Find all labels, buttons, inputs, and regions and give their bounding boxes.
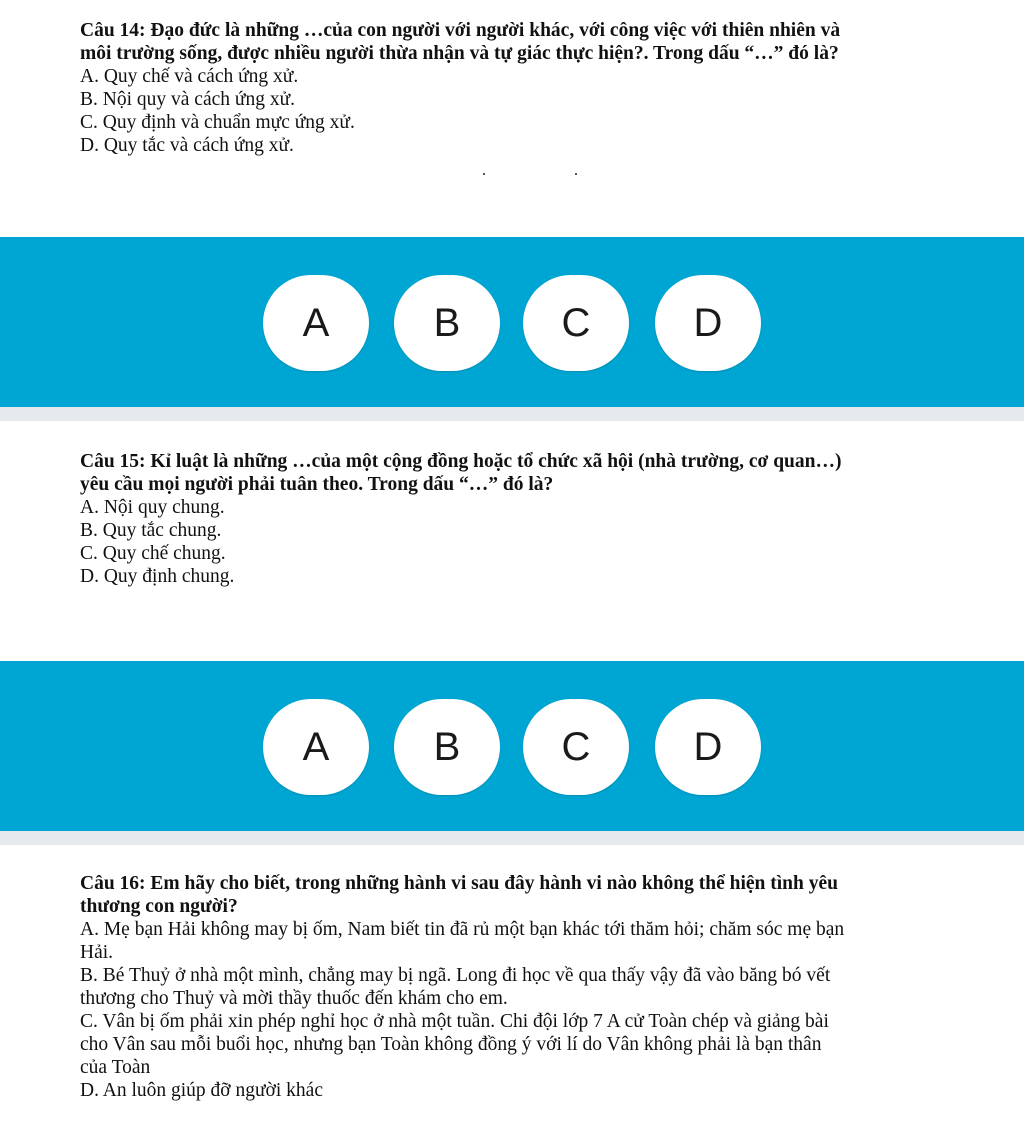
question-14 <box>80 19 1000 157</box>
band-separator <box>0 407 1024 421</box>
answer-a-button[interactable] <box>263 275 369 371</box>
question-14-option-b: B. Nội quy và cách ứng xử. <box>80 89 296 110</box>
question-14-option-d: D. Quy tắc và cách ứng xử. <box>80 135 294 156</box>
question-14-stem-line1: Câu 14: Đạo đức là những …của con người với người khác, với công việc với thiên nhiên và <box>80 20 841 41</box>
answer-band-q15 <box>0 661 1024 831</box>
answer-band-q14 <box>0 237 1024 407</box>
answer-d-button[interactable] <box>655 699 761 795</box>
question-16-option-a-line2: Hải. <box>80 942 114 963</box>
question-15-option-a: A. Nội quy chung. <box>80 497 225 518</box>
question-15-option-b: B. Quy tắc chung. <box>80 520 222 541</box>
answer-c-button[interactable] <box>523 275 629 371</box>
answer-d-label: D <box>693 301 723 345</box>
question-16-option-c-line2: cho Vân sau mỗi buổi học, nhưng bạn Toàn không đồng ý với lí do Vân không phải là bạn thân <box>80 1034 822 1055</box>
answer-a-label: A <box>302 725 330 769</box>
question-15-stem-line2: yêu cầu mọi người phải tuân theo. Trong dấu “…” đó là? <box>80 474 554 495</box>
answer-b-button[interactable] <box>394 275 500 371</box>
answer-c-button[interactable] <box>523 699 629 795</box>
answer-a-button[interactable] <box>263 699 369 795</box>
answer-d-button[interactable] <box>655 275 761 371</box>
question-16-stem-line1: Câu 16: Em hãy cho biết, trong những hành vi sau đây hành vi nào không thể hiện tình yêu <box>80 873 838 894</box>
question-14-option-c: C. Quy định và chuẩn mực ứng xử. <box>80 112 355 133</box>
answer-c-label: C <box>561 725 591 769</box>
answer-b-button[interactable] <box>394 699 500 795</box>
answer-c-label: C <box>561 301 591 345</box>
question-15-option-c: C. Quy chế chung. <box>80 543 226 564</box>
answer-b-label: B <box>433 301 461 345</box>
band-separator <box>0 831 1024 845</box>
question-15-option-d: D. Quy định chung. <box>80 566 235 587</box>
question-16-stem-line2: thương con người? <box>80 896 238 917</box>
answer-b-label: B <box>433 725 461 769</box>
question-15-stem-line1: Câu 15: Kỉ luật là những …của một cộng đồng hoặc tổ chức xã hội (nhà trường, cơ quan…) <box>80 451 842 472</box>
answer-a-label: A <box>302 301 330 345</box>
question-16-option-b-line1: B. Bé Thuỷ ở nhà một mình, chẳng may bị ngã. Long đi học về qua thấy vậy đã vào băng bó vết <box>80 965 831 986</box>
question-16-option-c-line3: của Toàn <box>80 1057 151 1078</box>
question-16-option-a-line1: A. Mẹ bạn Hải không may bị ốm, Nam biết tin đã rủ một bạn khác tới thăm hỏi; chăm sóc mẹ bạn <box>80 919 845 940</box>
question-14-option-a: A. Quy chế và cách ứng xử. <box>80 66 299 87</box>
question-16-option-c-line1: C. Vân bị ốm phải xin phép nghỉ học ở nhà một tuần. Chi đội lớp 7 A cử Toàn chép và giảng bài <box>80 1011 829 1032</box>
question-16-option-b-line2: thương cho Thuỷ và mời thầy thuốc đến khám cho em. <box>80 988 508 1009</box>
question-14-stem-line2: môi trường sống, được nhiều người thừa nhận và tự giác thực hiện?. Trong dấu “…” đó là? <box>80 43 839 64</box>
question-15 <box>80 450 1000 588</box>
answer-d-label: D <box>693 725 723 769</box>
question-16-option-d: D. An luôn giúp đỡ người khác <box>80 1080 323 1101</box>
stray-mark <box>575 173 577 175</box>
question-16 <box>80 872 1000 1102</box>
stray-mark <box>483 173 485 175</box>
